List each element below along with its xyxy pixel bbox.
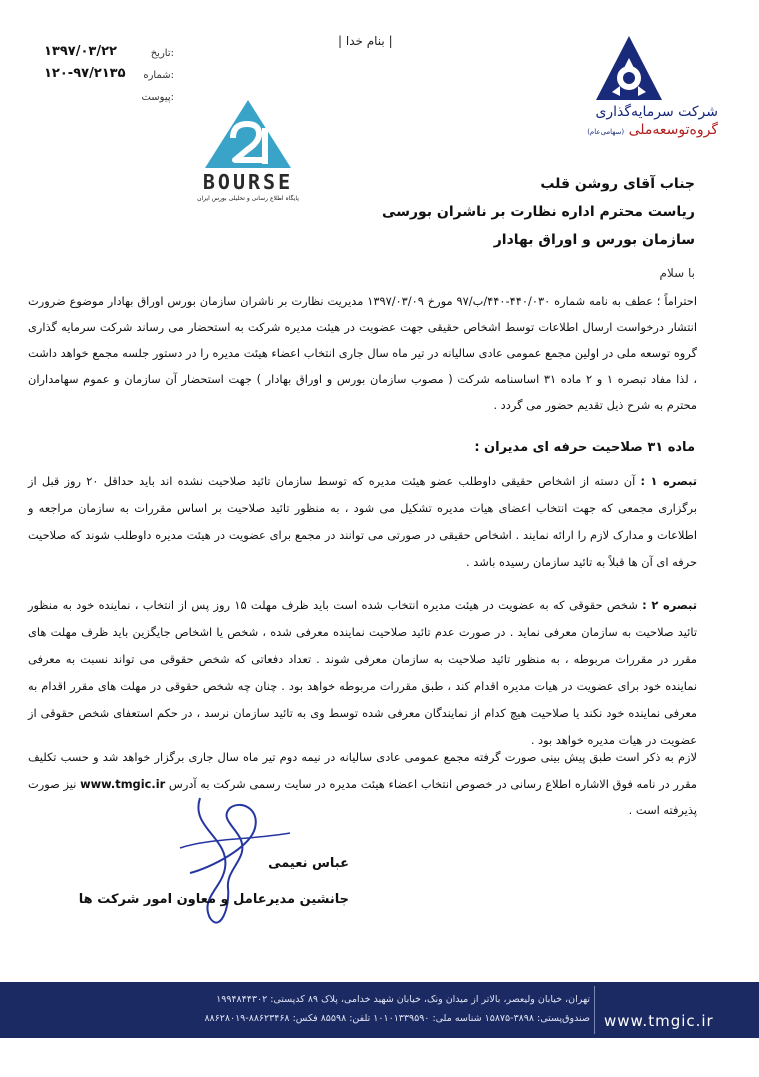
letter-body: احتراماً ؛ عطف به نامه شماره ۴۴۰/۰۳۰-۴۴۰/ب/۹۷ مورخ ۱۳۹۷/۰۳/۰۹ مدیریت نظارت بر ناشران سازمان بورس اوراق بهادار موضوع ضرورت انتشار درخواست ارسال اطلاعات توسط اشخاص حقیقی جهت عضویت در هیئت مدیره شرکت به استحضار می رساند شرکت سرمایه گذاری گروه توسعه ملی در اولین مجمع عمومی عادی سالیانه در تیر ماه سال جاری انتخاب اعضاء هیئت مدیره را در دستور جلسه مجمع خواهد داشت ، لذا مفاد تبصره ۱ و ۲ ماده ۳۱ اساسنامه شرکت ( مصوب سازمان بورس و اوراق بهادار ) جهت استحضار آن سازمان و عموم سهامداران محترم به شرح ذیل تقدیم حضور می گردد .	[28, 294, 697, 412]
date-label: تاریخ:	[150, 48, 174, 59]
attachment-row	[44, 88, 174, 110]
letter-meta	[44, 44, 174, 110]
note-2	[28, 592, 697, 754]
date-row	[44, 44, 174, 66]
footer-address: تهران، خیابان ولیعصر، بالاتر از میدان ونک، خیابان شهید خدامی، پلاک ۸۹ کدپستی: ۱۹۹۴۸۴۴۳۰۲	[216, 994, 590, 1005]
note-1	[28, 468, 697, 576]
note-2-text: شخص حقوقی که به عضویت در هیئت مدیره انتخاب شده است باید ظرف مهلت ۱۵ روز پس از انتخاب ، نماینده خود به منظور تائید صلاحیت به سازمان معرفی نماید . در صورت عدم تائید صلاحیت نماینده معرفی شده ، شخص یا اشخاص جایگزین باید ظرف مهلت های مقرر در مقررات مربوطه ، به منظور تائید صلاحیت به سازمان معرفی شوند . تعداد دفعاتی که شخص حقوقی می تواند نسبت به معرفی نماینده خود برای عضویت در هیات مدیره اقدام کند ، طبق مقررات مربوطه خواهد بود . چنان چه شخص حقوقی در مهلت های مقرر اقدام به معرفی نماینده خود نکند یا صلاحیت هیچ کدام از نمایندگان معرفی شده توسط وی به تائید سازمان نرسد ، در حکم استعفای شخص حقوقی از عضویت در هیات مدیره خواهد بود .	[28, 598, 697, 747]
company-name-line2-wrap	[558, 122, 718, 138]
closing-url: www.tmgic.ir	[80, 776, 166, 791]
company-name-suffix: (سهامی‌عام)	[587, 128, 625, 136]
bourse-emblem-icon	[203, 98, 293, 170]
number-row	[44, 66, 174, 88]
number-value: ۱۲۰-۹۷/۲۱۳۵	[44, 66, 126, 81]
footer-contact: صندوق‌پستی: ۳۸۹۸-۱۵۸۷۵ شناسه ملی: ۱۰۱۰۱۳۳۹۵۹۰ تلفن: ۸۵۵۹۸ فکس: ۸۸۶۲۳۴۶۸-۸۸۶۲۸۰۱۹	[204, 1013, 590, 1024]
bourse-wordmark: BOURSE	[202, 170, 294, 194]
recipient-block	[275, 170, 695, 254]
greeting: با سلام	[659, 266, 695, 280]
closing-paragraph	[28, 744, 697, 824]
signatory-title: جانشین مدیرعامل و معاون امور شرکت ها	[78, 892, 349, 907]
recipient-name: جناب آقای روشن قلب	[540, 176, 695, 192]
attachment-label: پیوست:	[141, 92, 174, 103]
note-1-label: تبصره ۱ :	[640, 474, 697, 488]
bourse-subtitle: پایگاه اطلاع رسانی و تحلیلی بورس ایران	[197, 195, 299, 202]
closing-end: نیز صورت پذیرفته است .	[28, 776, 697, 817]
footer-address-block	[30, 990, 590, 1028]
company-name-line2: گروه‌توسعه‌ملی	[628, 122, 718, 138]
article-title: ماده ۳۱ صلاحیت حرفه ای مدیران :	[474, 440, 695, 455]
number-label: شماره:	[143, 70, 174, 81]
note-1-text: آن دسته از اشخاص حقیقی داوطلب عضو هیئت مدیره که توسط سازمان تائید صلاحیت نشده اند باید حداقل ۲۰ روز قبل از برگزاری مجمعی که جهت انتخاب اعضای هیات مدیره تشکیل می شود ، به منظور تائید صلاحیت بر اساس مقررات به سازمان مراجعه و اطلاعات و مدارک لازم را ارائه نمایند . اشخاص حقیقی در صورتی می توانند در مجمع برای عضویت در هیئت مدیره داوطلب شوند که صلاحیت حرفه ای آن ها قبلاً به تائید سازمان رسیده باشد .	[28, 474, 697, 569]
signatory-name: عباس نعیمی	[268, 856, 349, 871]
signature-block	[29, 846, 349, 918]
closing-text: لازم به ذکر است طبق پیش بینی صورت گرفته مجمع عمومی عادی سالیانه در نیمه دوم تیر ماه سال جاری برگزار خواهد شد و حسب تکلیف مقرر در نامه فوق الاشاره اطلاع رسانی در خصوص انتخاب اعضاء هیئت مدیره در سایت رسمی شرکت به آدرس	[28, 750, 697, 791]
header-mark: | بنام خدا |	[338, 34, 393, 48]
footer-divider	[594, 986, 595, 1034]
footer-website: www.tmgic.ir	[604, 1012, 714, 1030]
note-2-label: تبصره ۲ :	[642, 598, 697, 612]
company-logo	[558, 34, 718, 138]
recipient-title: ریاست محترم اداره نظارت بر ناشران بورسی	[382, 204, 695, 220]
company-name-line1: شرکت سرمایه‌گذاری	[595, 104, 718, 120]
date-value: ۱۳۹۷/۰۳/۲۲	[44, 44, 117, 59]
company-triangle-icon	[594, 34, 664, 104]
recipient-organization: سازمان بورس و اوراق بهادار	[493, 232, 695, 248]
